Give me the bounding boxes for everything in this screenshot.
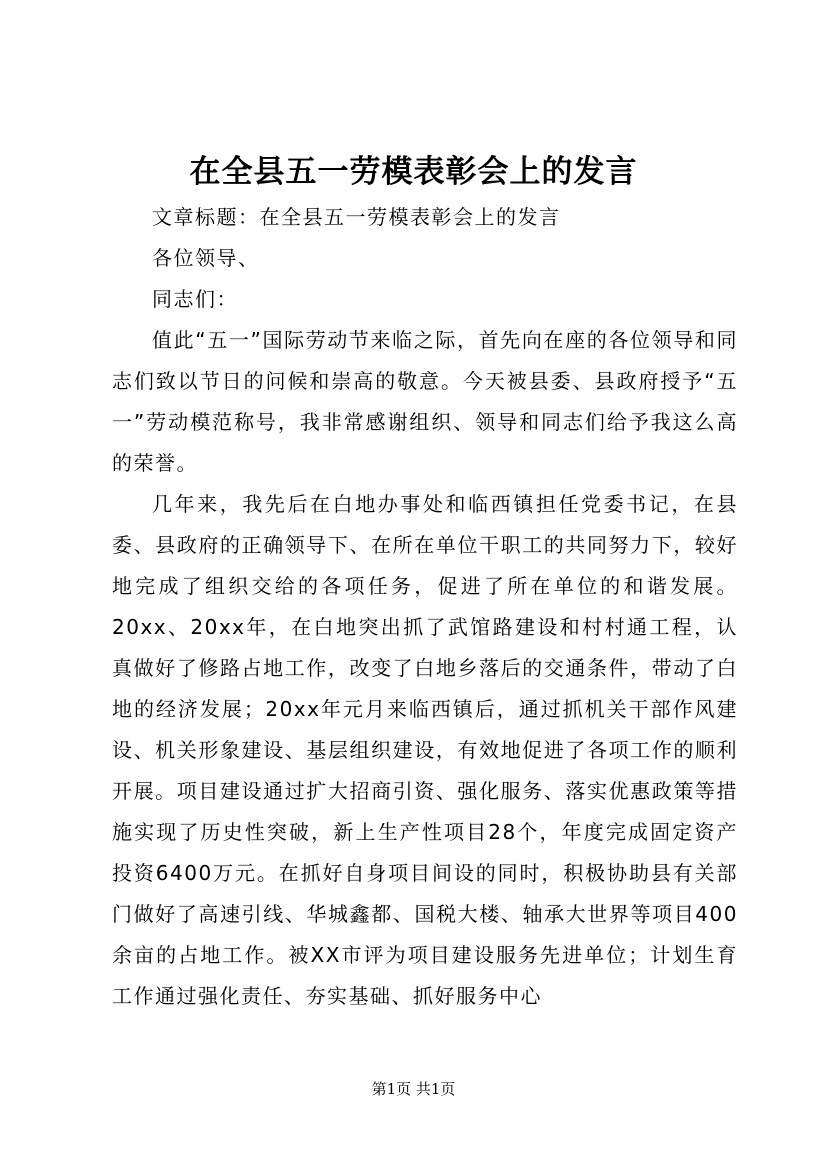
document-body — [112, 197, 738, 1017]
document-title: 在全县五一劳模表彰会上的发言 — [189, 154, 638, 190]
paragraph-achievements: 几年来，我先后在白地办事处和临西镇担任党委书记，在县委、县政府的正确领导下、在所在单位干职工的共同努力下，较好地完成了组织交给的各项任务，促进了所在单位的和谐发展。20xx、20xx年，在白地突出抓了武馆路建设和村村通工程，认真做好了修路占地工作，改变了白地乡落后的交通条件，带动了白地的经济发展；20xx年元月来临西镇后，通过抓机关干部作风建设、机关形象建设、基层组织建设，有效地促进了各项工作的顺利开展。项目建设通过扩大招商引资、强化服务、落实优惠政策等措施实现了历史性突破，新上生产性项目28个，年度完成固定资产投资6400万元。在抓好自身项目间设的同时，积极协助县有关部门做好了高速引线、华城鑫都、国税大楼、轴承大世界等项目400余亩的占地工作。被XX市评为项目建设服务先进单位；计划生育工作通过强化责任、夯实基础、抓好服务中心 — [112, 492, 738, 1008]
paragraph-salutation-comrades: 同志们： — [152, 287, 238, 311]
paragraph-opening: 值此“五一”国际劳动节来临之际，首先向在座的各位领导和同志们致以节日的问候和崇高的敬意。今天被县委、县政府授予“五一”劳动模范称号，我非常感谢组织、领导和同志们给予我这么高的荣誉。 — [112, 328, 738, 475]
page-footer: 第1页 共1页 — [371, 1080, 456, 1098]
paragraph-salutation-leaders: 各位领导、 — [152, 246, 260, 270]
paragraph-article-title: 文章标题：在全县五一劳模表彰会上的发言 — [152, 205, 561, 229]
